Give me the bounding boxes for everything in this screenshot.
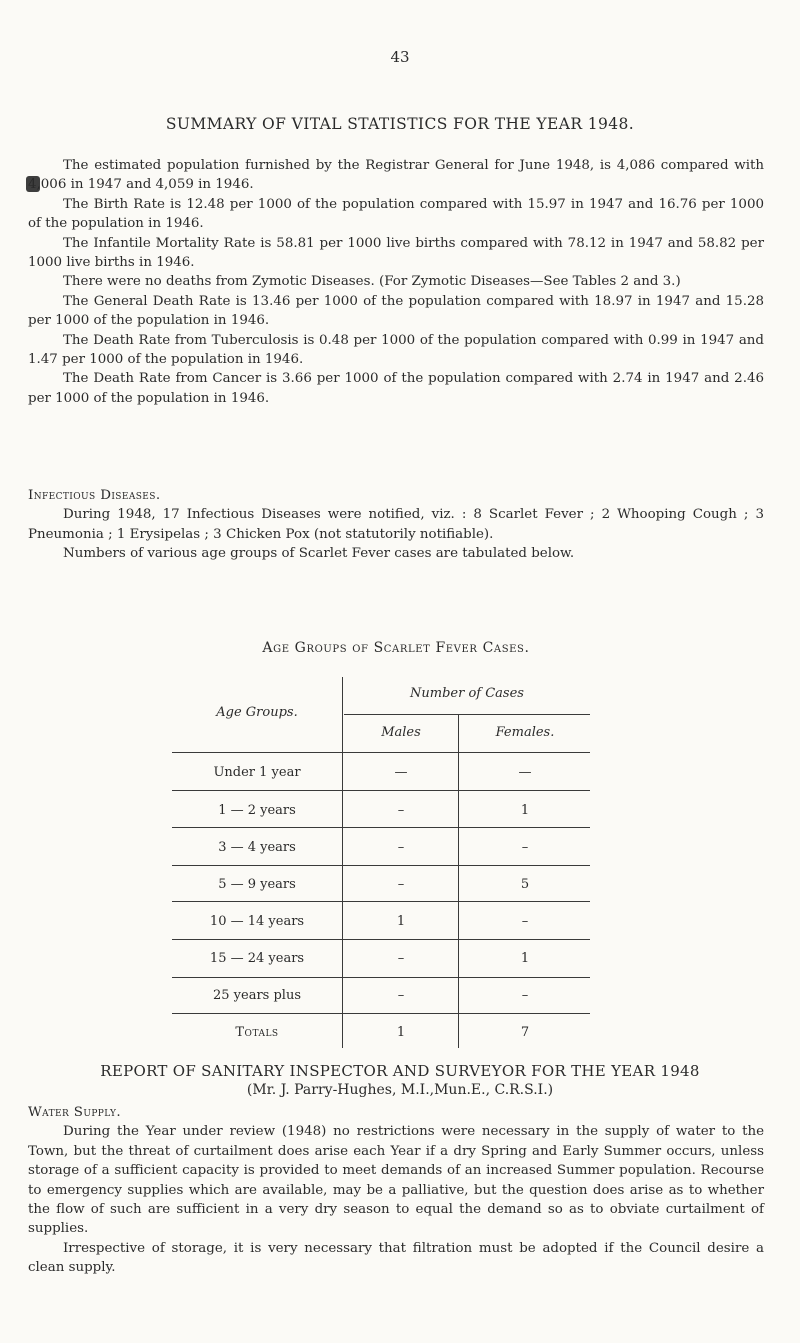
- row-age: 10 — 14 years: [209, 914, 305, 929]
- row-males: —: [394, 765, 408, 780]
- row-age: 3 — 4 years: [218, 840, 296, 855]
- table-caption: Age Groups of Scarlet Fever Cases.: [262, 640, 530, 656]
- infectious-paragraph: During 1948, 17 Infectious Diseases were notified, viz. : 8 Scarlet Fever ; 2 Whooping Cough ; 3 Pneumonia ; 1 Erysipelas ; 3 Chicken Pox (not statutorily notifiable).: [28, 507, 764, 542]
- row-males: –: [397, 877, 405, 892]
- paragraph-infant-mortality: The Infantile Mortality Rate is 58.81 per 1000 live births compared with 78.12 in 1947 and 58.82 per 1000 live births in 1946.: [28, 235, 764, 271]
- water-supply-paragraph: During the Year under review (1948) no restrictions were necessary in the supply of water to the Town, but the threat of curtailment does arise each Year if a dry Spring and Early Summer occurs, unless storage of a sufficient capacity is provided to meet demands of an increased Summer population. Recourse to emergency supplies which are available, may be a palliative, but the question does arise as to whether the flow of such are sufficient in a very dry season to equal the demand so as to obviate curtailment of supplies.: [28, 1124, 764, 1237]
- row-males: 1: [396, 1025, 406, 1040]
- water-supply-heading: Water Supply.: [28, 1105, 122, 1120]
- row-males: –: [397, 803, 405, 818]
- row-age: Under 1 year: [213, 765, 301, 780]
- row-males: –: [397, 840, 405, 855]
- paragraph-tuberculosis: The Death Rate from Tuberculosis is 0.48 per 1000 of the population compared with 0.99 in 1947 and 1.47 per 1000 of the population in 1946.: [28, 332, 764, 368]
- row-males: 1: [396, 914, 406, 929]
- row-age: Totals: [235, 1025, 279, 1040]
- paragraph-death-rate: The General Death Rate is 13.46 per 1000 of the population compared with 18.97 in 1947 and 15.28 per 1000 of the population in 1946.: [28, 293, 764, 329]
- water-supply-section: [28, 1103, 764, 1278]
- filtration-paragraph: Irrespective of storage, it is very necessary that filtration must be adopted if the Council desire a clean supply.: [28, 1240, 764, 1276]
- page-title: SUMMARY OF VITAL STATISTICS FOR THE YEAR 1948.: [165, 115, 635, 133]
- row-age: 25 years plus: [212, 988, 301, 1003]
- vital-statistics-section: [28, 156, 764, 408]
- table-header-age: Age Groups.: [216, 705, 298, 720]
- table-rule: [172, 1013, 590, 1014]
- table-rule: [458, 752, 459, 978]
- table-header-number: Number of Cases: [410, 686, 524, 701]
- row-females: 5: [520, 877, 530, 892]
- paragraph-population: The estimated population furnished by the Registrar General for June 1948, is 4,086 compared with 4,006 in 1947 and 4,059 in 1946.: [28, 158, 764, 193]
- table-body: [172, 752, 590, 978]
- report-subtitle: (Mr. J. Parry-Hughes, M.I.,Mun.E., C.R.S.I.): [246, 1082, 554, 1098]
- row-females: 1: [520, 803, 530, 818]
- table-header-females: Females.: [495, 725, 555, 740]
- page-number: 43: [390, 48, 410, 66]
- report-title: REPORT OF SANITARY INSPECTOR AND SURVEYOR FOR THE YEAR 1948: [100, 1062, 700, 1080]
- table-rule: [342, 752, 343, 978]
- paragraph-birth-rate: The Birth Rate is 12.48 per 1000 of the population compared with 15.97 in 1947 and 16.76 per 1000 of the population in 1946.: [28, 196, 764, 232]
- row-females: —: [518, 765, 532, 780]
- row-age: 5 — 9 years: [218, 877, 296, 892]
- infectious-heading: Infectious Diseases.: [28, 488, 161, 503]
- row-males: –: [397, 988, 405, 1003]
- row-females: 7: [520, 1025, 530, 1040]
- paragraph-cancer: The Death Rate from Cancer is 3.66 per 1000 of the population compared with 2.74 in 1947 and 2.46 per 1000 of the population in 1946.: [28, 371, 764, 406]
- infectious-section: [28, 486, 764, 564]
- infectious-table-intro: Numbers of various age groups of Scarlet Fever cases are tabulated below.: [63, 546, 575, 562]
- row-age: 15 — 24 years: [209, 951, 305, 966]
- row-age: 1 — 2 years: [218, 803, 296, 818]
- row-males: –: [397, 951, 405, 966]
- row-females: –: [521, 988, 529, 1003]
- paragraph-zymotic: There were no deaths from Zymotic Diseases. (For Zymotic Diseases—See Tables 2 and 3.): [63, 274, 681, 290]
- table-header-males: Males: [381, 725, 421, 740]
- row-females: –: [521, 914, 529, 929]
- table-rule: [344, 714, 590, 715]
- row-females: –: [521, 840, 529, 855]
- row-females: 1: [520, 951, 530, 966]
